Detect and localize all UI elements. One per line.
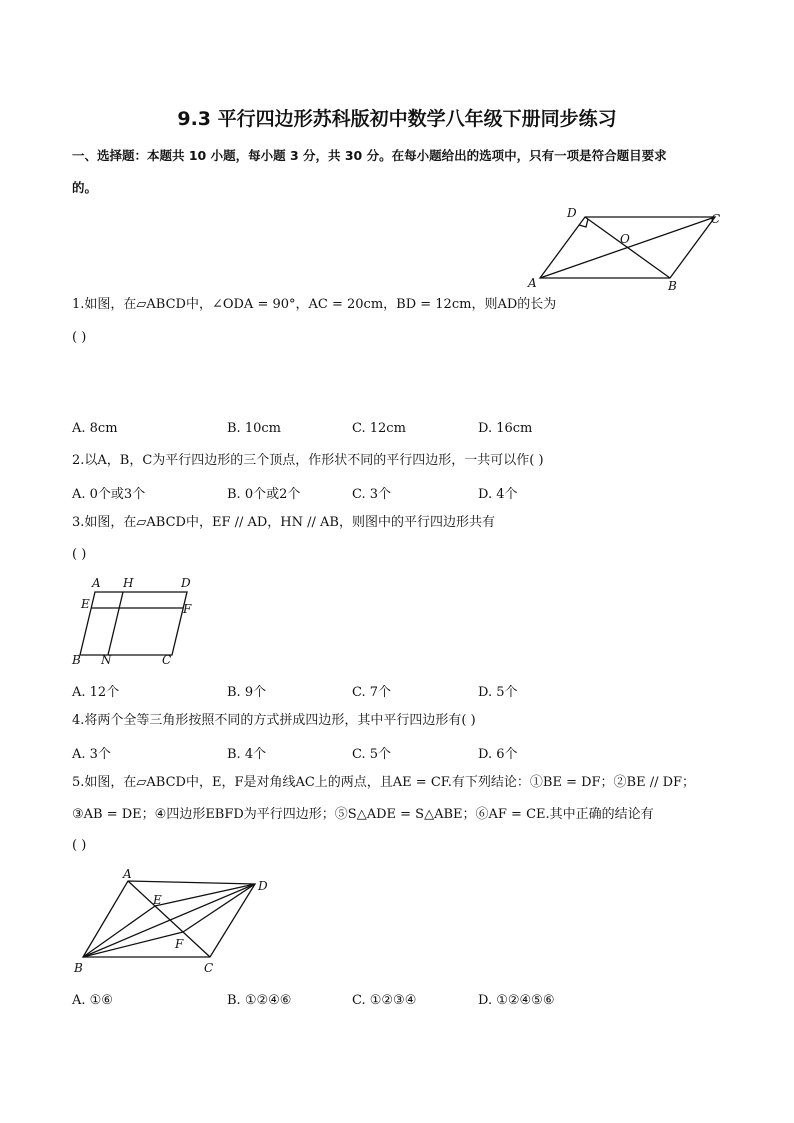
q5-option-b[interactable]: B. ①②④⑥ (227, 993, 292, 1008)
q4-option-b[interactable]: B. 4个 (227, 747, 267, 762)
q2-option-c[interactable]: C. 3个 (352, 487, 392, 502)
q1-label-d: D (567, 206, 577, 220)
q3-label-h: H (123, 576, 134, 590)
q3-line-hn (108, 592, 123, 655)
section-heading-line2: 的。 (72, 180, 98, 195)
q5-segment-ed (155, 884, 255, 906)
q5-label-d: D (258, 879, 268, 893)
q1-option-a[interactable]: A. 8cm (72, 421, 118, 436)
q2-option-d[interactable]: D. 4个 (478, 487, 518, 502)
q3-option-d[interactable]: D. 5个 (478, 685, 518, 700)
q3-label-b: B (72, 653, 81, 667)
q5-stem-line2: ③AB = DE；④四边形EBFD为平行四边形；⑤S△ADE = S△ABE；⑥AF = CE.其中正确的结论有 (72, 807, 654, 822)
q1-label-c: C (711, 212, 721, 226)
q1-option-c[interactable]: C. 12cm (352, 421, 406, 436)
q3-parallelogram (80, 592, 187, 655)
q2-stem: 2.以A，B，C为平行四边形的三个顶点，作形状不同的平行四边形，一共可以作( ) (72, 453, 544, 468)
section-heading-line1: 一、选择题：本题共 10 小题，每小题 3 分，共 30 分。在每小题给出的选项中，只有一项是符合题目要求 (72, 148, 667, 163)
q5-label-b: B (74, 961, 83, 975)
q3-option-c[interactable]: C. 7个 (352, 685, 392, 700)
q3-label-f: F (183, 602, 192, 616)
q3-label-e: E (81, 597, 90, 611)
q1-figure (525, 205, 730, 295)
q5-option-c[interactable]: C. ①②③④ (352, 993, 417, 1008)
q1-option-d[interactable]: D. 16cm (478, 421, 533, 436)
q3-option-b[interactable]: B. 9个 (227, 685, 267, 700)
q1-paren: ( ) (72, 330, 87, 345)
q3-label-c: C (162, 653, 172, 667)
q5-diagonal-ac (128, 881, 210, 957)
q1-label-o: O (620, 232, 630, 246)
q5-stem-line1: 5.如图，在▱ABCD中，E，F是对角线AC上的两点，且AE = CF.有下列结论：①BE = DF；②BE // DF； (72, 775, 696, 790)
q3-option-a[interactable]: A. 12个 (72, 685, 120, 700)
q1-option-b[interactable]: B. 10cm (227, 421, 281, 436)
q1-label-a: A (528, 276, 537, 290)
q1-stem: 1.如图，在▱ABCD中，∠ODA = 90°，AC = 20cm，BD = 12cm，则AD的长为 (72, 297, 557, 312)
q3-paren: ( ) (72, 547, 87, 562)
q3-figure (70, 572, 205, 672)
q5-diagonal-bd (83, 884, 255, 957)
q3-label-d: D (181, 576, 191, 590)
q2-option-a[interactable]: A. 0个或3个 (72, 487, 146, 502)
q4-stem: 4.将两个全等三角形按照不同的方式拼成四边形，其中平行四边形有( ) (72, 713, 476, 728)
q1-diagonal-bd (585, 217, 670, 278)
q5-label-e: E (153, 893, 162, 907)
q5-label-f: F (175, 937, 184, 951)
q5-paren: ( ) (72, 838, 87, 853)
q5-option-a[interactable]: A. ①⑥ (72, 993, 113, 1008)
q3-label-n: N (101, 653, 112, 667)
q2-option-b[interactable]: B. 0个或2个 (227, 487, 301, 502)
q5-label-c: C (204, 961, 214, 975)
q4-option-d[interactable]: D. 6个 (478, 747, 518, 762)
q3-label-a: A (92, 576, 101, 590)
q4-option-a[interactable]: A. 3个 (72, 747, 111, 762)
q4-option-c[interactable]: C. 5个 (352, 747, 392, 762)
q5-option-d[interactable]: D. ①②④⑤⑥ (478, 993, 555, 1008)
q5-figure (70, 864, 285, 979)
q3-stem: 3.如图，在▱ABCD中，EF // AD，HN // AB，则图中的平行四边形共有 (72, 515, 495, 530)
page-title: 9.3 平行四边形苏科版初中数学八年级下册同步练习 (177, 108, 617, 130)
q1-label-b: B (668, 279, 677, 293)
q5-segment-fd (183, 884, 255, 932)
q5-label-a: A (123, 867, 132, 881)
